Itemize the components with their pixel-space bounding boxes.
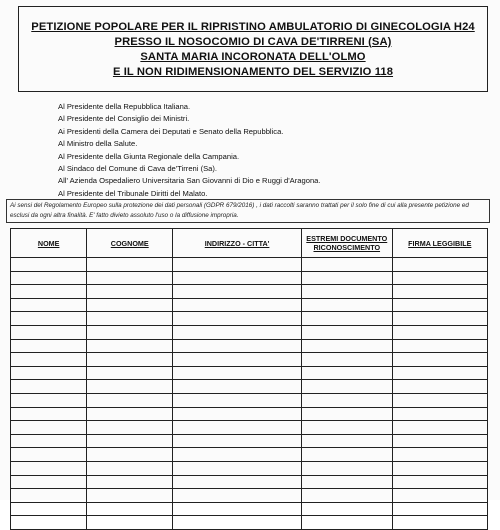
column-header-cognome: COGNOME (87, 229, 173, 258)
signature-cell[interactable] (392, 434, 487, 448)
signature-cell[interactable] (301, 380, 392, 394)
signature-cell[interactable] (301, 421, 392, 435)
table-row (11, 353, 488, 367)
signature-cell[interactable] (11, 325, 87, 339)
table-row (11, 325, 488, 339)
table-row (11, 366, 488, 380)
signature-cell[interactable] (87, 366, 173, 380)
signature-cell[interactable] (301, 502, 392, 516)
table-row (11, 339, 488, 353)
signature-cell[interactable] (301, 339, 392, 353)
signature-cell[interactable] (301, 325, 392, 339)
signature-cell[interactable] (11, 339, 87, 353)
signature-cell[interactable] (87, 448, 173, 462)
signature-cell[interactable] (301, 271, 392, 285)
signature-cell[interactable] (301, 434, 392, 448)
signature-cell[interactable] (87, 339, 173, 353)
signature-cell[interactable] (301, 312, 392, 326)
signature-cell[interactable] (87, 489, 173, 503)
signature-cell[interactable] (392, 285, 487, 299)
signature-cell[interactable] (173, 461, 302, 475)
table-row (11, 380, 488, 394)
signature-cell[interactable] (173, 380, 302, 394)
signature-cell[interactable] (173, 366, 302, 380)
signature-cell[interactable] (173, 258, 302, 272)
signature-cell[interactable] (11, 489, 87, 503)
signature-cell[interactable] (392, 353, 487, 367)
table-row (11, 312, 488, 326)
signature-cell[interactable] (11, 312, 87, 326)
addressee-item: Al Presidente della Giunta Regionale della Campania. (58, 151, 240, 161)
signature-cell[interactable] (87, 421, 173, 435)
signature-cell[interactable] (173, 407, 302, 421)
table-row (11, 448, 488, 462)
signature-cell[interactable] (11, 271, 87, 285)
title-line: E IL NON RIDIMENSIONAMENTO DEL SERVIZIO 118 (112, 65, 394, 78)
signature-cell[interactable] (392, 448, 487, 462)
signature-cell[interactable] (173, 516, 302, 530)
addressee-item: Al Ministro della Salute. (58, 139, 138, 149)
signature-cell[interactable] (11, 448, 87, 462)
signature-cell[interactable] (87, 325, 173, 339)
signature-cell[interactable] (173, 502, 302, 516)
signature-cell[interactable] (87, 502, 173, 516)
signature-cell[interactable] (301, 258, 392, 272)
signature-cell[interactable] (11, 353, 87, 367)
signature-cell[interactable] (173, 448, 302, 462)
petition-title-box (18, 6, 488, 92)
addressee-item: Al Presidente del Consiglio dei Ministri. (58, 114, 190, 124)
signature-cell[interactable] (173, 312, 302, 326)
signature-cell[interactable] (11, 298, 87, 312)
signature-cell[interactable] (392, 475, 487, 489)
signature-cell[interactable] (173, 393, 302, 407)
table-row (11, 298, 488, 312)
signature-cell[interactable] (173, 421, 302, 435)
signature-cell[interactable] (173, 475, 302, 489)
signature-cell[interactable] (301, 448, 392, 462)
title-line: PETIZIONE POPOLARE PER IL RIPRISTINO AMBULATORIO DI GINECOLOGIA H24 (31, 20, 475, 33)
signature-cell[interactable] (392, 380, 487, 394)
signature-cell[interactable] (392, 461, 487, 475)
signature-cell[interactable] (11, 516, 87, 530)
table-row (11, 393, 488, 407)
signature-cell[interactable] (11, 407, 87, 421)
column-header-documento: ESTREMI DOCUMENTO RICONOSCIMENTO (301, 229, 392, 258)
table-row (11, 475, 488, 489)
signature-cell[interactable] (11, 421, 87, 435)
signature-cell[interactable] (87, 353, 173, 367)
signature-cell[interactable] (11, 461, 87, 475)
table-header-row (11, 229, 488, 258)
signature-cell[interactable] (11, 258, 87, 272)
signature-cell[interactable] (173, 434, 302, 448)
signature-cell[interactable] (87, 312, 173, 326)
signature-cell[interactable] (87, 516, 173, 530)
column-header-indirizzo: INDIRIZZO - CITTA' (173, 229, 302, 258)
signature-cell[interactable] (11, 434, 87, 448)
addressee-item: Al Presidente del Tribunale Diritti del Malato. (58, 188, 208, 198)
signature-cell[interactable] (173, 285, 302, 299)
signature-cell[interactable] (87, 380, 173, 394)
column-header-firma: FIRMA LEGGIBILE (392, 229, 487, 258)
signature-cell[interactable] (301, 393, 392, 407)
signature-cell[interactable] (301, 353, 392, 367)
addressee-item: All' Azienda Ospedaliero Universitaria San Giovanni di Dio e Ruggi d'Aragona. (58, 176, 321, 186)
signature-rows (11, 258, 488, 530)
signature-cell[interactable] (301, 516, 392, 530)
signature-cell[interactable] (301, 366, 392, 380)
addressee-item: Ai Presidenti della Camera dei Deputati e Senato della Repubblica. (58, 126, 284, 136)
table-row (11, 271, 488, 285)
signature-cell[interactable] (173, 353, 302, 367)
signature-cell[interactable] (87, 393, 173, 407)
signature-cell[interactable] (301, 461, 392, 475)
table-row (11, 461, 488, 475)
table-row (11, 407, 488, 421)
signature-cell[interactable] (392, 339, 487, 353)
signature-cell[interactable] (87, 407, 173, 421)
table-row (11, 502, 488, 516)
signature-cell[interactable] (11, 502, 87, 516)
signature-cell[interactable] (173, 489, 302, 503)
title-line: PRESSO IL NOSOCOMIO DI CAVA DE'TIRRENI (SA) (114, 35, 392, 48)
table-row (11, 258, 488, 272)
signature-cell[interactable] (11, 380, 87, 394)
signature-cell[interactable] (87, 461, 173, 475)
title-line: SANTA MARIA INCORONATA DELL'OLMO (140, 50, 366, 63)
addressee-item: Al Presidente della Repubblica Italiana. (58, 102, 191, 111)
signature-cell[interactable] (87, 298, 173, 312)
table-row (11, 285, 488, 299)
table-row (11, 421, 488, 435)
signature-cell[interactable] (392, 312, 487, 326)
signature-cell[interactable] (87, 258, 173, 272)
signature-cell[interactable] (11, 366, 87, 380)
signature-cell[interactable] (173, 339, 302, 353)
table-row (11, 489, 488, 503)
signature-cell[interactable] (392, 502, 487, 516)
signature-cell[interactable] (392, 516, 487, 530)
addressee-item: Al Sindaco del Comune di Cava de'Tirreni (Sa). (58, 164, 218, 174)
signature-cell[interactable] (173, 271, 302, 285)
table-row (11, 516, 488, 530)
signature-cell[interactable] (87, 271, 173, 285)
signature-cell[interactable] (392, 325, 487, 339)
signature-cell[interactable] (301, 407, 392, 421)
signature-cell[interactable] (392, 393, 487, 407)
signature-cell[interactable] (87, 475, 173, 489)
signature-cell[interactable] (392, 258, 487, 272)
signature-cell[interactable] (392, 421, 487, 435)
signature-table (10, 228, 488, 530)
signature-cell[interactable] (11, 475, 87, 489)
signature-cell[interactable] (392, 298, 487, 312)
signature-cell[interactable] (11, 393, 87, 407)
signature-cell[interactable] (301, 285, 392, 299)
signature-cell[interactable] (173, 325, 302, 339)
signature-cell[interactable] (392, 271, 487, 285)
signature-cell[interactable] (301, 475, 392, 489)
signature-cell[interactable] (392, 489, 487, 503)
signature-cell[interactable] (301, 298, 392, 312)
signature-cell[interactable] (11, 285, 87, 299)
column-header-nome: NOME (11, 229, 87, 258)
signature-cell[interactable] (87, 434, 173, 448)
addressee-list (58, 101, 478, 200)
signature-cell[interactable] (392, 407, 487, 421)
signature-cell[interactable] (173, 298, 302, 312)
signature-cell[interactable] (87, 285, 173, 299)
table-row (11, 434, 488, 448)
signature-cell[interactable] (392, 366, 487, 380)
signature-cell[interactable] (301, 489, 392, 503)
privacy-notice: Ai sensi del Regolamento Europeo sulla protezione dei dati personali (GDPR 679/2016) , i dati raccolti saranno trattati per il solo fine di cui alla presente petizione ed esclusi da ogni altra finalità. E' fatto divieto assoluto l'uso o la diffusione impropria. (6, 199, 490, 223)
